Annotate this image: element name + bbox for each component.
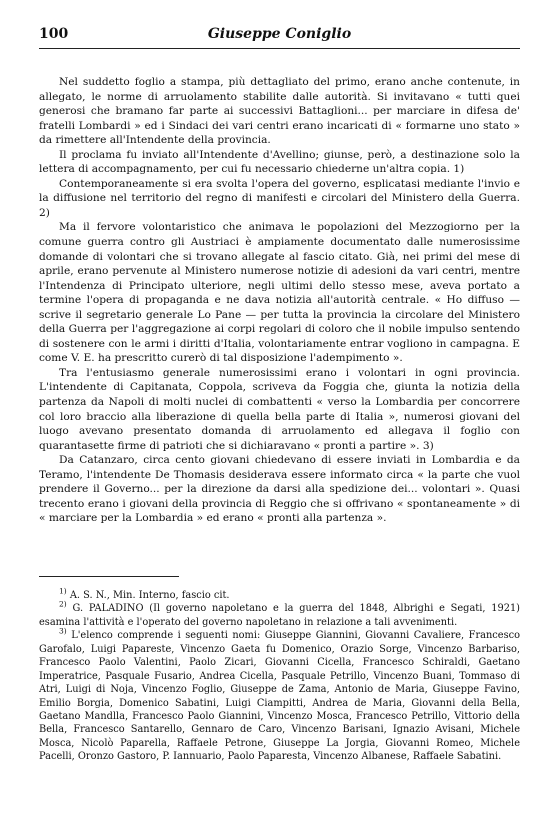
paragraph: Tra l'entusiasmo generale numerosissimi erano i volontari in ogni provincia. L'intendente di Capitanata, Coppola, scriveva da Foggia che, giunta la notizia della partenza da Napoli di molti nuclei di combattenti « verso la Lombardia per concorrere col loro braccio alla liberazione di quella bella parte di Italia », numerosi giovani del luogo avevano presentato domanda di arruolamento ed allegava il foglio con quarantasette firme di patrioti che si dichiaravano « pronti a partire ». 3): [39, 366, 520, 452]
paragraph: Contemporaneamente si era svolta l'opera del governo, esplicatasi mediante l'invio e la diffusione nel territorio del regno di manifesti e circolari del Ministero della Guerra. 2): [39, 177, 520, 219]
footnote-rule: [39, 576, 179, 577]
footnote: [39, 629, 520, 764]
running-head: Giuseppe Coniglio: [207, 26, 352, 42]
footnotes: [39, 576, 520, 764]
footnote-text: G. PALADINO (Il governo napoletano e la guerra del 1848, Albrighi e Segati, 1921) esamina l'attività e l'operato del governo napoletano in relazione a tali avvenimenti.: [39, 603, 520, 628]
body-text: [39, 75, 520, 526]
footnote-number: 3): [59, 627, 67, 637]
page-number: 100: [39, 26, 69, 42]
footnote-number: 1): [59, 586, 67, 596]
paragraph: Nel suddetto foglio a stampa, più dettagliato del primo, erano anche contenute, in allegato, le norme di arruolamento stabilite dalle autorità. Si invitavano « tutti quei generosi che bramano far parte ai successivi Battaglioni... per marciare in difesa de' fratelli Lombardi » ed i Sindaci dei vari centri erano incaricati di « formarne uno stato » da rimettere all'Intendente della provincia.: [39, 76, 520, 147]
paragraph: Il proclama fu inviato all'Intendente d'Avellino; giunse, però, a destinazione solo la lettera di accompagnamento, per cui fu necessario chiederne un'altra copia. 1): [39, 148, 520, 176]
footnote: [39, 586, 520, 602]
page-header: [39, 26, 520, 49]
paragraph: Da Catanzaro, circa cento giovani chiedevano di essere inviati in Lombardia e da Teramo, l'intendente De Thomasis desiderava essere informato circa « la parte che vuol prendere il Governo... per la direzione da darsi alla spedizione dei... volontari ». Quasi trecento erano i giovani della provincia di Reggio che si offrivano « spontaneamente » di « marciare per la Lombardia » ed erano « pronti alla partenza ».: [39, 454, 520, 525]
footnote-text: A. S. N., Min. Interno, fascio cit.: [69, 589, 230, 601]
footnote-text: L'elenco comprende i seguenti nomi: Giuseppe Giannini, Giovanni Cavaliere, Francesco Garofalo, Luigi Papareste, Vincenzo Gaeta fu Domenico, Orazio Sorge, Vincenzo Barbariso, Francesco Paolo Valentini, Paolo Zicari, Giovanni Cicella, Francesco Schiraldi, Gaetano Imperatrice, Pasquale Fusario, Andrea Cicella, Pasquale Petrillo, Vincenzo Buani, Tommaso di Atri, Luigi di Noja, Vincenzo Foglio, Giuseppe de Zama, Antonio de Maria, Giuseppe Favino, Emilio Borgia, Domenico Sabatini, Luigi Ciampitti, Andrea de Maria, Giovanni della Bella, Gaetano Mandlla, Francesco Paolo Giannini, Vincenzo Mosca, Francesco Petrillo, Vittorio della Bella, Francesco Santarello, Gennaro de Caro, Vincenzo Barisani, Ignazio Avisani, Michele Mosca, Nicolò Paparella, Raffaele Petrone, Giuseppe La Jorgia, Giovanni Romeo, Michele Pacelli, Oronzo Gastoro, P. Iannuario, Paolo Paparesta, Vincenzo Albanese, Raffaele Sabatini.: [39, 630, 520, 763]
footnote-number: 2): [59, 600, 67, 610]
paragraph: Ma il fervore volontaristico che animava le popolazioni del Mezzogiorno per la comune guerra contro gli Austriaci è ampiamente documentato dalle numerosissime domande di volontari che si trovano allegate al fascio citato. Già, nei primi del mese di aprile, erano pervenute al Ministero numerose notizie di adesioni da vari centri, mentre l'Intendenza di Principato ulteriore, negli ultimi dello stesso mese, aveva portato a termine l'opera di propaganda e ne dava notizia all'autorità centrale. « Ho diffuso — scrive il segretario generale Lo Pane — per tutta la provincia la circolare del Ministero della Guerra per l'aggregazione ai corpi regolari di coloro che il nobile impulso sentendo di sostenere con le armi i diritti d'Italia, volontariamente entrar vogliono in campagna. E come V. E. ha prescritto curerò di tal disposizione l'adempimento ».: [39, 221, 520, 365]
footnote: [39, 602, 520, 629]
